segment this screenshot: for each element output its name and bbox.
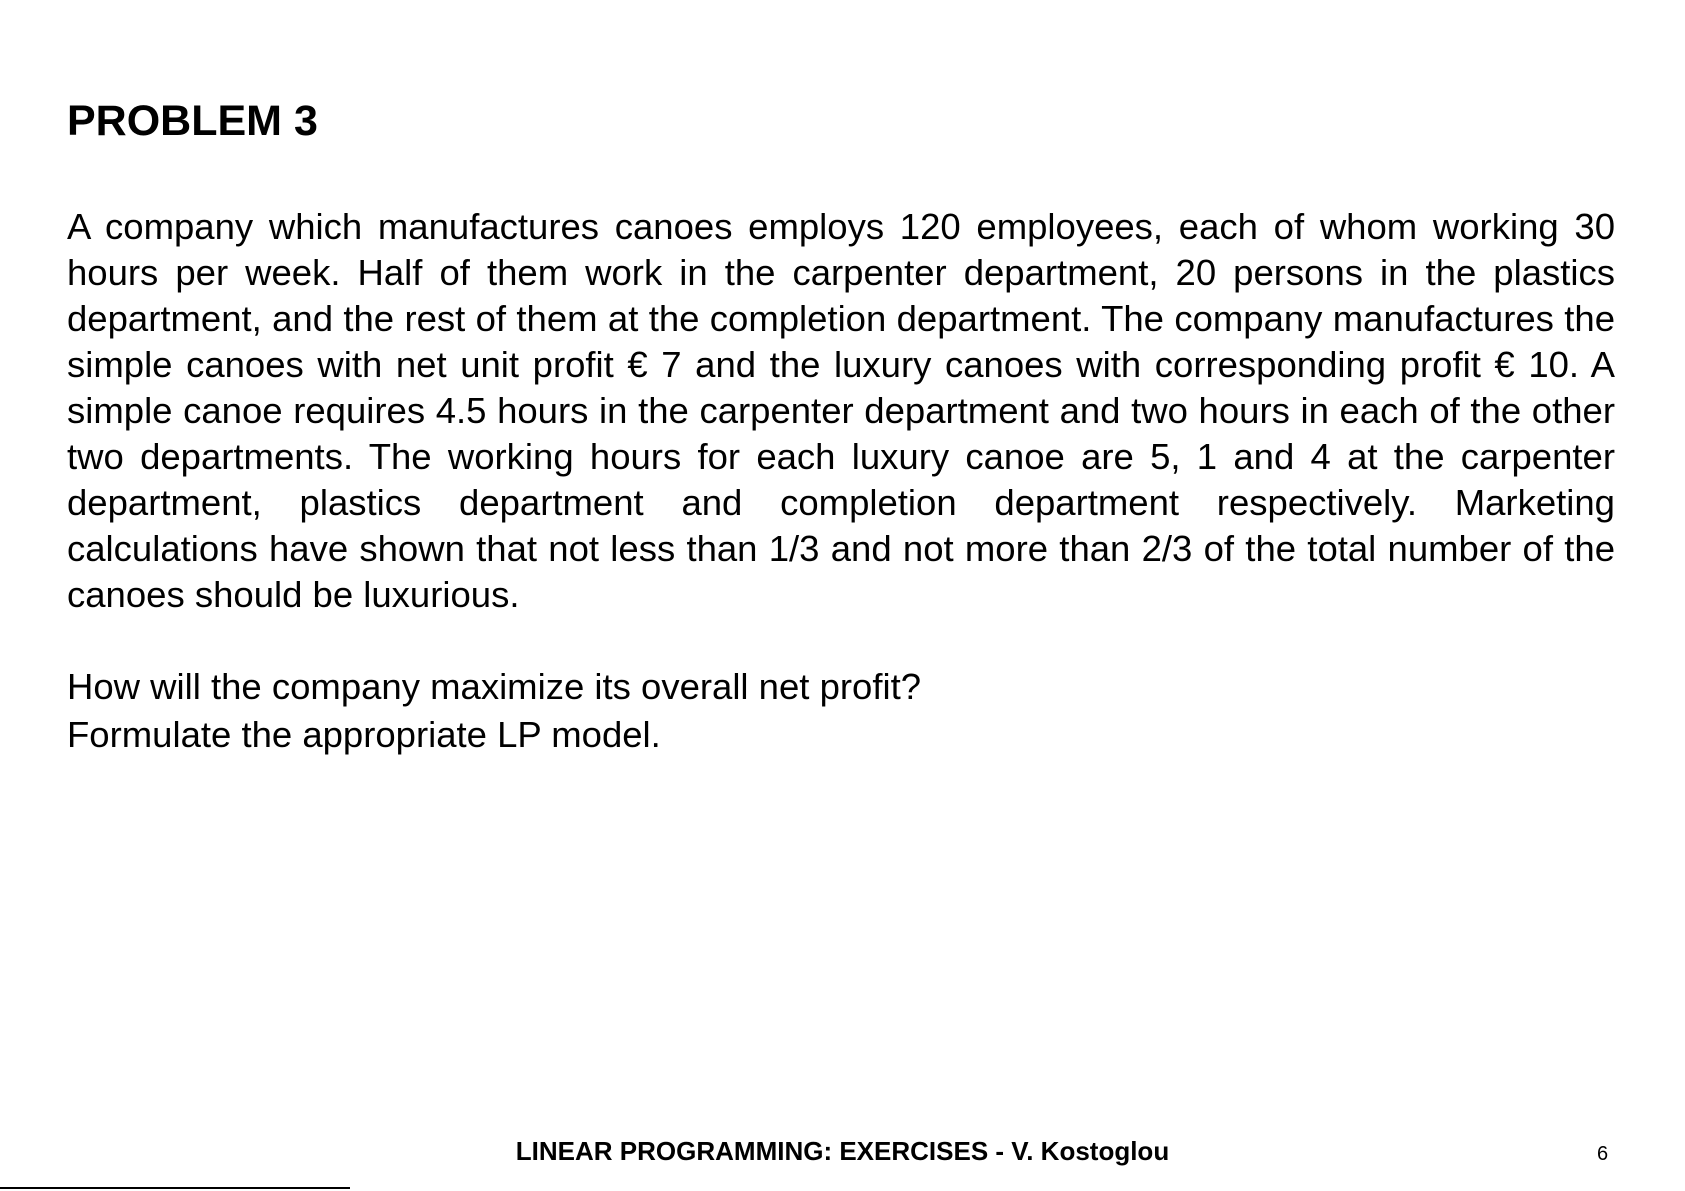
- footer-title: LINEAR PROGRAMMING: EXERCISES - V. Kostoglou: [515, 1136, 1170, 1166]
- question-line-1: How will the company maximize its overall net profit?: [67, 666, 922, 707]
- problem-statement: A company which manufactures canoes employs 120 employees, each of whom working 30 hours per week. Half of them work in the carpenter department, 20 persons in the plastics department, and the rest of them at the completion department. The company manufactures the simple canoes with net unit profit € 7 and the luxury canoes with corresponding profit € 10. A simple canoe requires 4.5 hours in the carpenter department and two hours in each of the other two departments. The working hours for each luxury canoe are 5, 1 and 4 at the carpenter department, plastics department and completion department respectively. Marketing calculations have shown that not less than 1/3 and not more than 2/3 of the total number of the canoes should be luxurious.: [67, 206, 1615, 615]
- problem-title: PROBLEM 3: [67, 97, 318, 145]
- page-number: 6: [1597, 1143, 1609, 1165]
- question-block: [67, 663, 1615, 759]
- bottom-divider: [0, 1187, 350, 1189]
- question-line-2: Formulate the appropriate LP model.: [67, 714, 661, 755]
